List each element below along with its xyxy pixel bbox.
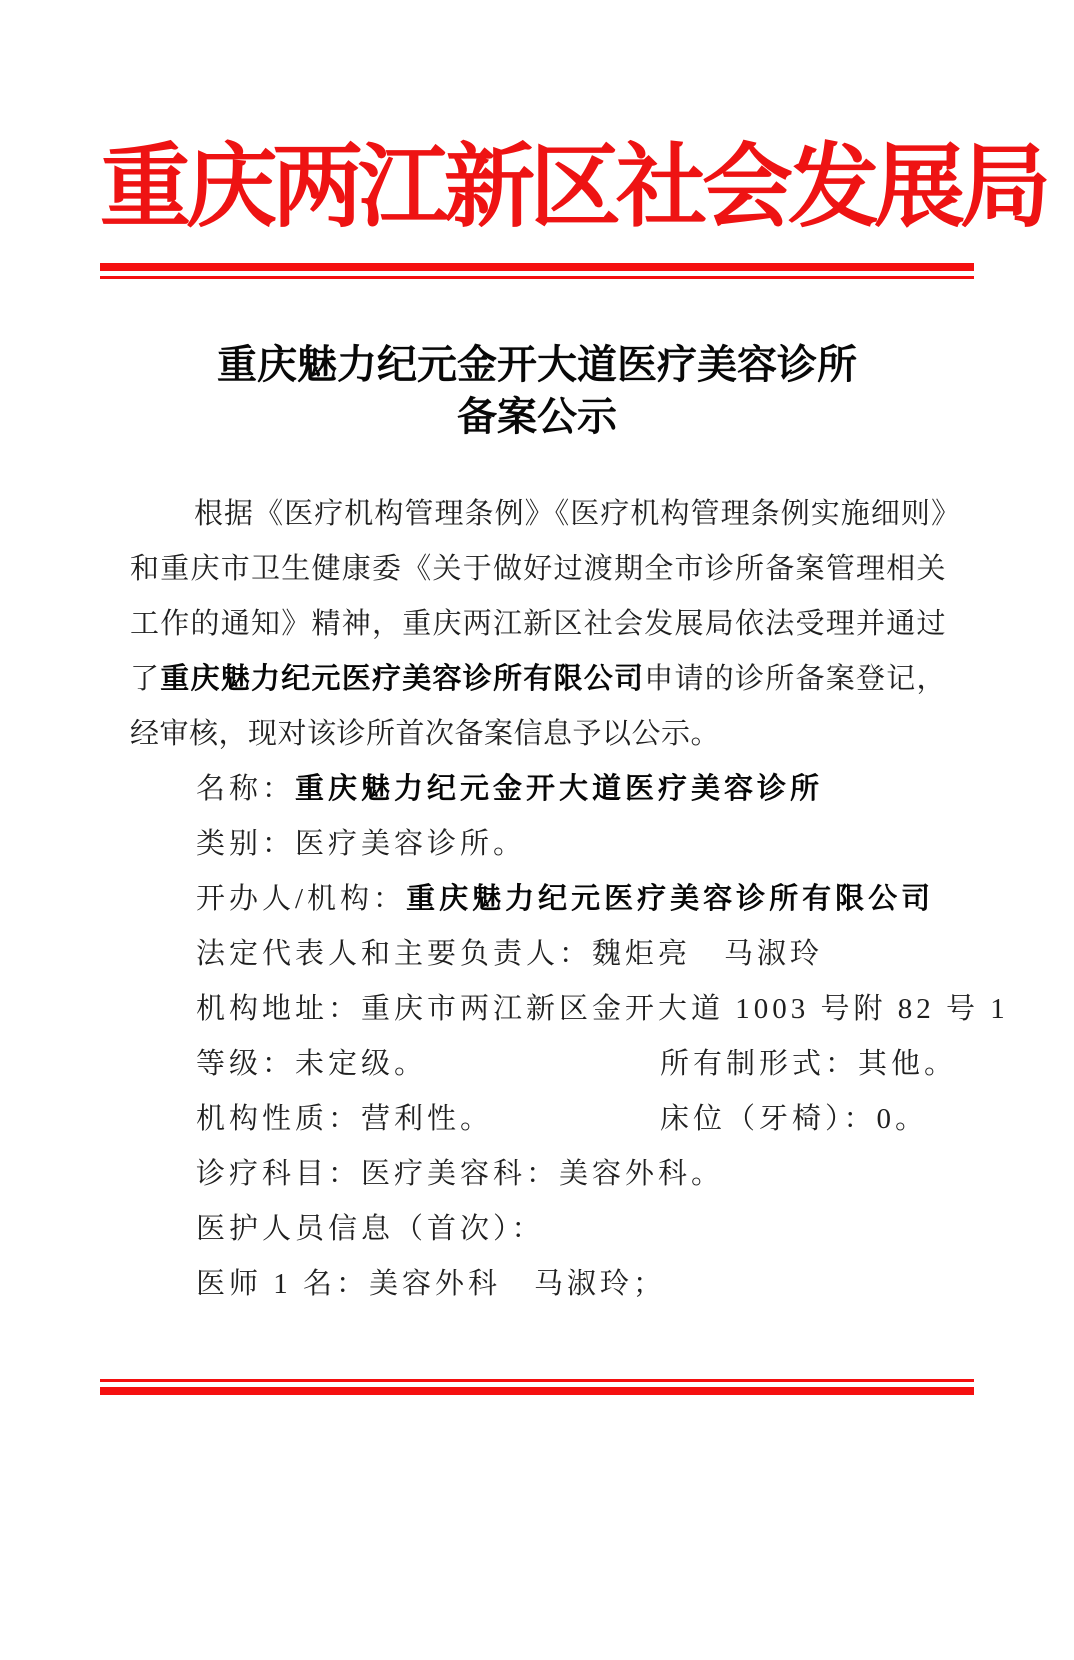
field-departments-value: 医疗美容科：美容外科。 [361,1157,725,1190]
intro-text-part1: 根据《医疗机构管理条例》《医疗机构管理条例实施细则》和重庆市卫生健康委《关于做好过渡期全市诊所备案管理相关工作的通知》精神，重庆两江新区社会发展局依法受理并通过了 [130,497,946,695]
field-clinic-name [130,762,950,817]
field-legal-representative-value: 魏炬亮 马淑玲 [592,937,824,970]
field-staff-info-heading [130,1202,950,1257]
field-ownership [660,1048,957,1080]
field-beds-value: 0。 [876,1102,929,1135]
intro-text-part2: 申请的诊所备案登记，经审核，现对该诊所首次备案信息予以公示。 [130,662,946,750]
field-row-nature-beds [130,1092,950,1147]
field-founder [130,872,950,927]
field-address-value: 重庆市两江新区金开大道 1003 号附 82 号 1 [361,992,1009,1025]
footer-divider [100,1379,974,1395]
field-legal-representative-label: 法定代表人和主要负责人： [196,937,593,970]
field-doctor-info [130,1257,950,1312]
field-founder-label: 开办人/机构： [196,882,407,915]
document-title-line1: 重庆魅力纪元金开大道医疗美容诊所 [217,341,857,387]
field-clinic-name-value: 重庆魅力纪元金开大道医疗美容诊所 [295,772,824,805]
field-staff-info-label: 医护人员信息（首次）： [196,1212,545,1245]
field-grade [196,1037,660,1092]
footer-divider-thin-line [100,1379,974,1382]
agency-name: 重庆两江新区社会发展局 [100,137,1047,238]
field-beds-label: 床位（牙椅）： [660,1102,877,1135]
field-ownership-label: 所有制形式： [660,1047,859,1080]
field-nature-value: 营利性。 [361,1102,494,1135]
footer-divider-thick-line [100,1387,974,1395]
intro-paragraph [130,487,946,762]
field-nature-label: 机构性质： [196,1102,362,1135]
field-departments [130,1147,950,1202]
field-nature [196,1092,660,1147]
field-grade-value: 未定级。 [295,1047,428,1080]
intro-company-name-bold: 重庆魅力纪元医疗美容诊所有限公司 [160,662,645,695]
filing-info-list [130,762,1009,1312]
field-row-grade-ownership [130,1037,958,1092]
letterhead-divider [100,263,974,279]
field-beds [660,1103,928,1135]
agency-letterhead-banner [100,137,1047,238]
field-category-value: 医疗美容诊所。 [295,827,527,860]
field-departments-label: 诊疗科目： [196,1157,362,1190]
field-clinic-name-label: 名称： [196,772,296,805]
letterhead-divider-thin-line [100,276,974,279]
field-address-label: 机构地址： [196,992,362,1025]
field-founder-value: 重庆魅力纪元医疗美容诊所有限公司 [406,882,935,915]
document-title-line2: 备案公示 [457,393,617,439]
field-ownership-value: 其他。 [858,1047,958,1080]
field-address [130,982,1009,1037]
field-doctor-info-value: 美容外科 马淑玲； [369,1267,667,1300]
letterhead-divider-thick-line [100,263,974,271]
announcement-document-page [0,137,1074,1660]
field-doctor-info-label: 医师 1 名： [196,1267,370,1300]
field-category [130,817,950,872]
document-title [0,339,1074,443]
field-category-label: 类别： [196,827,296,860]
field-grade-label: 等级： [196,1047,296,1080]
field-legal-representative [130,927,950,982]
